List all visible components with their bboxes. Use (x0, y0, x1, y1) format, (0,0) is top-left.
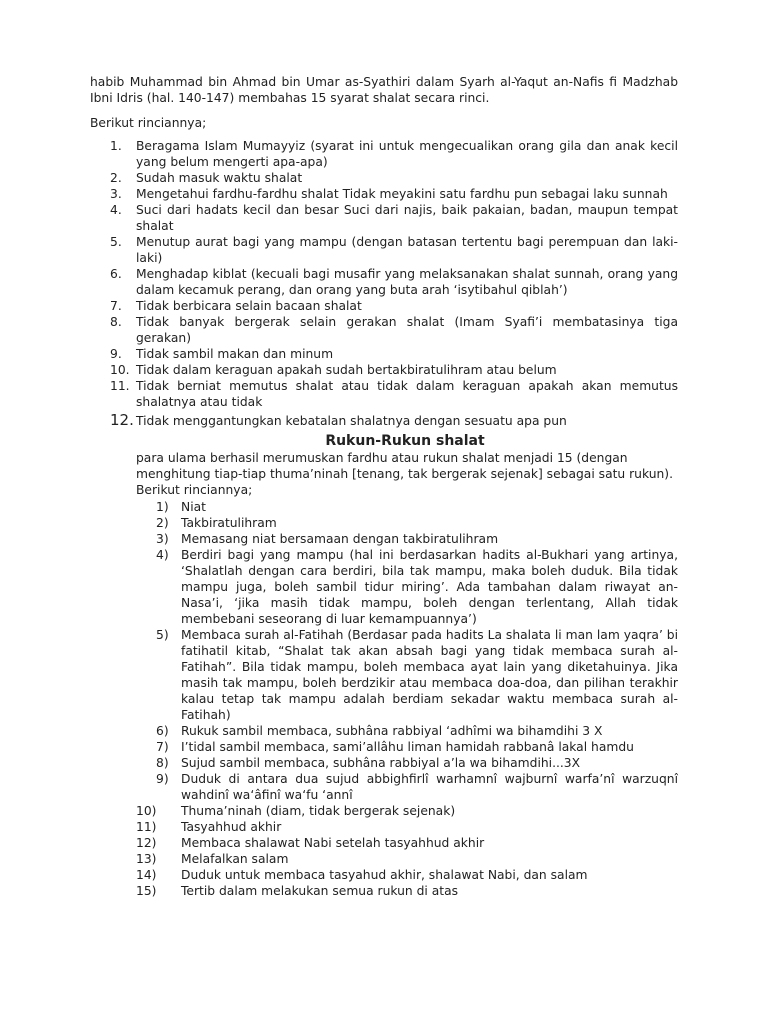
list-text: Tasyahhud akhir (181, 820, 282, 834)
list-number: 2) (156, 516, 169, 530)
list-number: 9. (110, 347, 122, 361)
list-item (136, 835, 678, 851)
list-item (136, 723, 678, 739)
list-text: I’tidal sambil membaca, sami’allâhu liman hamidah rabbanâ lakal hamdu (181, 740, 634, 754)
list-item (110, 362, 678, 378)
list-text: Membaca shalawat Nabi setelah tasyahhud akhir (181, 836, 485, 850)
list-item (110, 234, 678, 266)
list-item (136, 771, 678, 803)
list-item (136, 883, 678, 899)
list-number: 9) (156, 772, 169, 786)
list-item (136, 803, 678, 819)
list-number: 3) (156, 532, 169, 546)
list-text: Sudah masuk waktu shalat (136, 171, 303, 185)
list-item (110, 266, 678, 298)
list-text: Tidak berbicara selain bacaan shalat (136, 299, 362, 313)
list-item (110, 378, 678, 410)
list-text: Tidak dalam keraguan apakah sudah bertakbiratulihram atau belum (136, 363, 557, 377)
list-item (136, 739, 678, 755)
list-item (136, 819, 678, 835)
list-text: Membaca surah al-Fatihah (Berdasar pada hadits La shalata li man lam yaqra’ bi fatihatil kitab, “Shalat tak akan absah bagi yang tidak membaca surah al-Fatihah”. Bila tidak mampu, boleh membaca ayat lain yang diketahuinya. Jika masih tak mampu, boleh berdzikir atau membaca doa-doa, dan pilihan terakhir kalau tetap tak mampu adalah berdiam sekadar waktu membaca surah al-Fatihah) (181, 628, 678, 722)
list-item (136, 515, 678, 531)
list-number: 1) (156, 500, 169, 514)
list-item (110, 170, 678, 186)
intro-paragraph: habib Muhammad bin Ahmad bin Umar as-Syathiri dalam Syarh al-Yaqut an-Nafis fi Madzhab Ibni Idris (hal. 140-147) membahas 15 syarat shalat secara rinci. (90, 75, 678, 105)
list-text: Mengetahui fardhu-fardhu shalat Tidak meyakini satu fardhu pun sebagai laku sunnah (136, 187, 668, 201)
list-number: 10. (110, 363, 130, 377)
list-number: 11) (136, 820, 157, 834)
list-text: Takbiratulihram (181, 516, 277, 530)
list-number: 8) (156, 756, 169, 770)
list-item (110, 413, 678, 429)
list-number: 14) (136, 868, 157, 882)
list-text: Duduk untuk membaca tasyahud akhir, shalawat Nabi, dan salam (181, 868, 588, 882)
list-item (136, 627, 678, 723)
list-item (110, 186, 678, 202)
list-number: 3. (110, 187, 122, 201)
list-text: Memasang niat bersamaan dengan takbiratulihram (181, 532, 499, 546)
list-item (110, 298, 678, 314)
list-text: Niat (181, 500, 206, 514)
list-item (136, 755, 678, 771)
list-number: 12) (136, 836, 157, 850)
list-text: Menutup aurat bagi yang mampu (dengan batasan tertentu bagi perempuan dan laki-laki) (136, 235, 678, 265)
list-item (110, 138, 678, 170)
list-text: Berdiri bagi yang mampu (hal ini berdasarkan hadits al-Bukhari yang artinya, ‘Shalatlah dengan cara berdiri, bila tak mampu, maka boleh duduk. Bila tidak mampu juga, boleh sambil tidur miring’. Ada tambahan dalam riwayat an-Nasa’i, ‘jika masih tidak mampu, boleh dengan terlentang, Allah tidak membebani seseorang di luar kemampuannya’) (181, 548, 678, 626)
list-text: Suci dari hadats kecil dan besar Suci dari najis, baik pakaian, badan, maupun tempat shalat (136, 203, 678, 233)
list-number: 6. (110, 267, 122, 281)
list-text: Sujud sambil membaca, subhâna rabbiyal a’la wa bihamdihi...3X (181, 756, 581, 770)
list-text: Beragama Islam Mumayyiz (syarat ini untuk mengecualikan orang gila dan anak kecil yang belum mengerti apa-apa) (136, 139, 678, 169)
list-text: Tertib dalam melakukan semua rukun di atas (181, 884, 459, 898)
rukun-list (136, 499, 678, 899)
list-number: 7) (156, 740, 169, 754)
list-text: Melafalkan salam (181, 852, 289, 866)
list-item (110, 314, 678, 346)
list-number: 11. (110, 379, 130, 393)
list-number: 7. (110, 299, 122, 313)
list-item (136, 851, 678, 867)
list-number: 4) (156, 548, 169, 562)
list-number: 5. (110, 235, 122, 249)
list-number: 5) (156, 628, 169, 642)
list-text: Rukuk sambil membaca, subhâna rabbiyal ‘adhîmi wa bihamdihi 3 X (181, 724, 603, 738)
list-item (136, 547, 678, 627)
list-number: 2. (110, 171, 122, 185)
list-number: 13) (136, 852, 157, 866)
list-number: 10) (136, 804, 157, 818)
list-item (136, 531, 678, 547)
berikut-label: Berikut rinciannya; (90, 116, 207, 130)
list-text: Menghadap kiblat (kecuali bagi musafir yang melaksanakan shalat sunnah, orang yang dalam kecamuk perang, dan orang yang buta arah ‘isytibahul qiblah’) (136, 267, 678, 297)
syarat-list (110, 138, 678, 429)
rukun-heading: Rukun-Rukun shalat (325, 433, 485, 449)
list-item (136, 867, 678, 883)
list-number: 12. (110, 411, 134, 429)
list-text: Tidak menggantungkan kebatalan shalatnya dengan sesuatu apa pun (136, 414, 567, 428)
list-number: 8. (110, 315, 122, 329)
list-text: Tidak banyak bergerak selain gerakan shalat (Imam Syafi’i membatasinya tiga gerakan) (136, 315, 678, 345)
list-item (110, 202, 678, 234)
list-number: 6) (156, 724, 169, 738)
list-item (110, 346, 678, 362)
list-number: 1. (110, 139, 122, 153)
list-text: Thuma’ninah (diam, tidak bergerak sejenak) (181, 804, 456, 818)
list-item (136, 499, 678, 515)
rukun-intro: para ulama berhasil merumuskan fardhu atau rukun shalat menjadi 15 (dengan menghitung tiap-tiap thuma’ninah [tenang, tak bergerak sejenak] sebagai satu rukun). Berikut rinciannya; (136, 451, 674, 497)
list-text: Tidak berniat memutus shalat atau tidak dalam keraguan apakah akan memutus shalatnya atau tidak (136, 379, 678, 409)
list-number: 15) (136, 884, 157, 898)
list-text: Duduk di antara dua sujud abbighfirlî warhamnî wajburnî warfa’nî warzuqnî wahdinî wa‘âfinî wa‘fu ‘annî (181, 772, 678, 802)
list-text: Tidak sambil makan dan minum (136, 347, 334, 361)
list-number: 4. (110, 203, 122, 217)
